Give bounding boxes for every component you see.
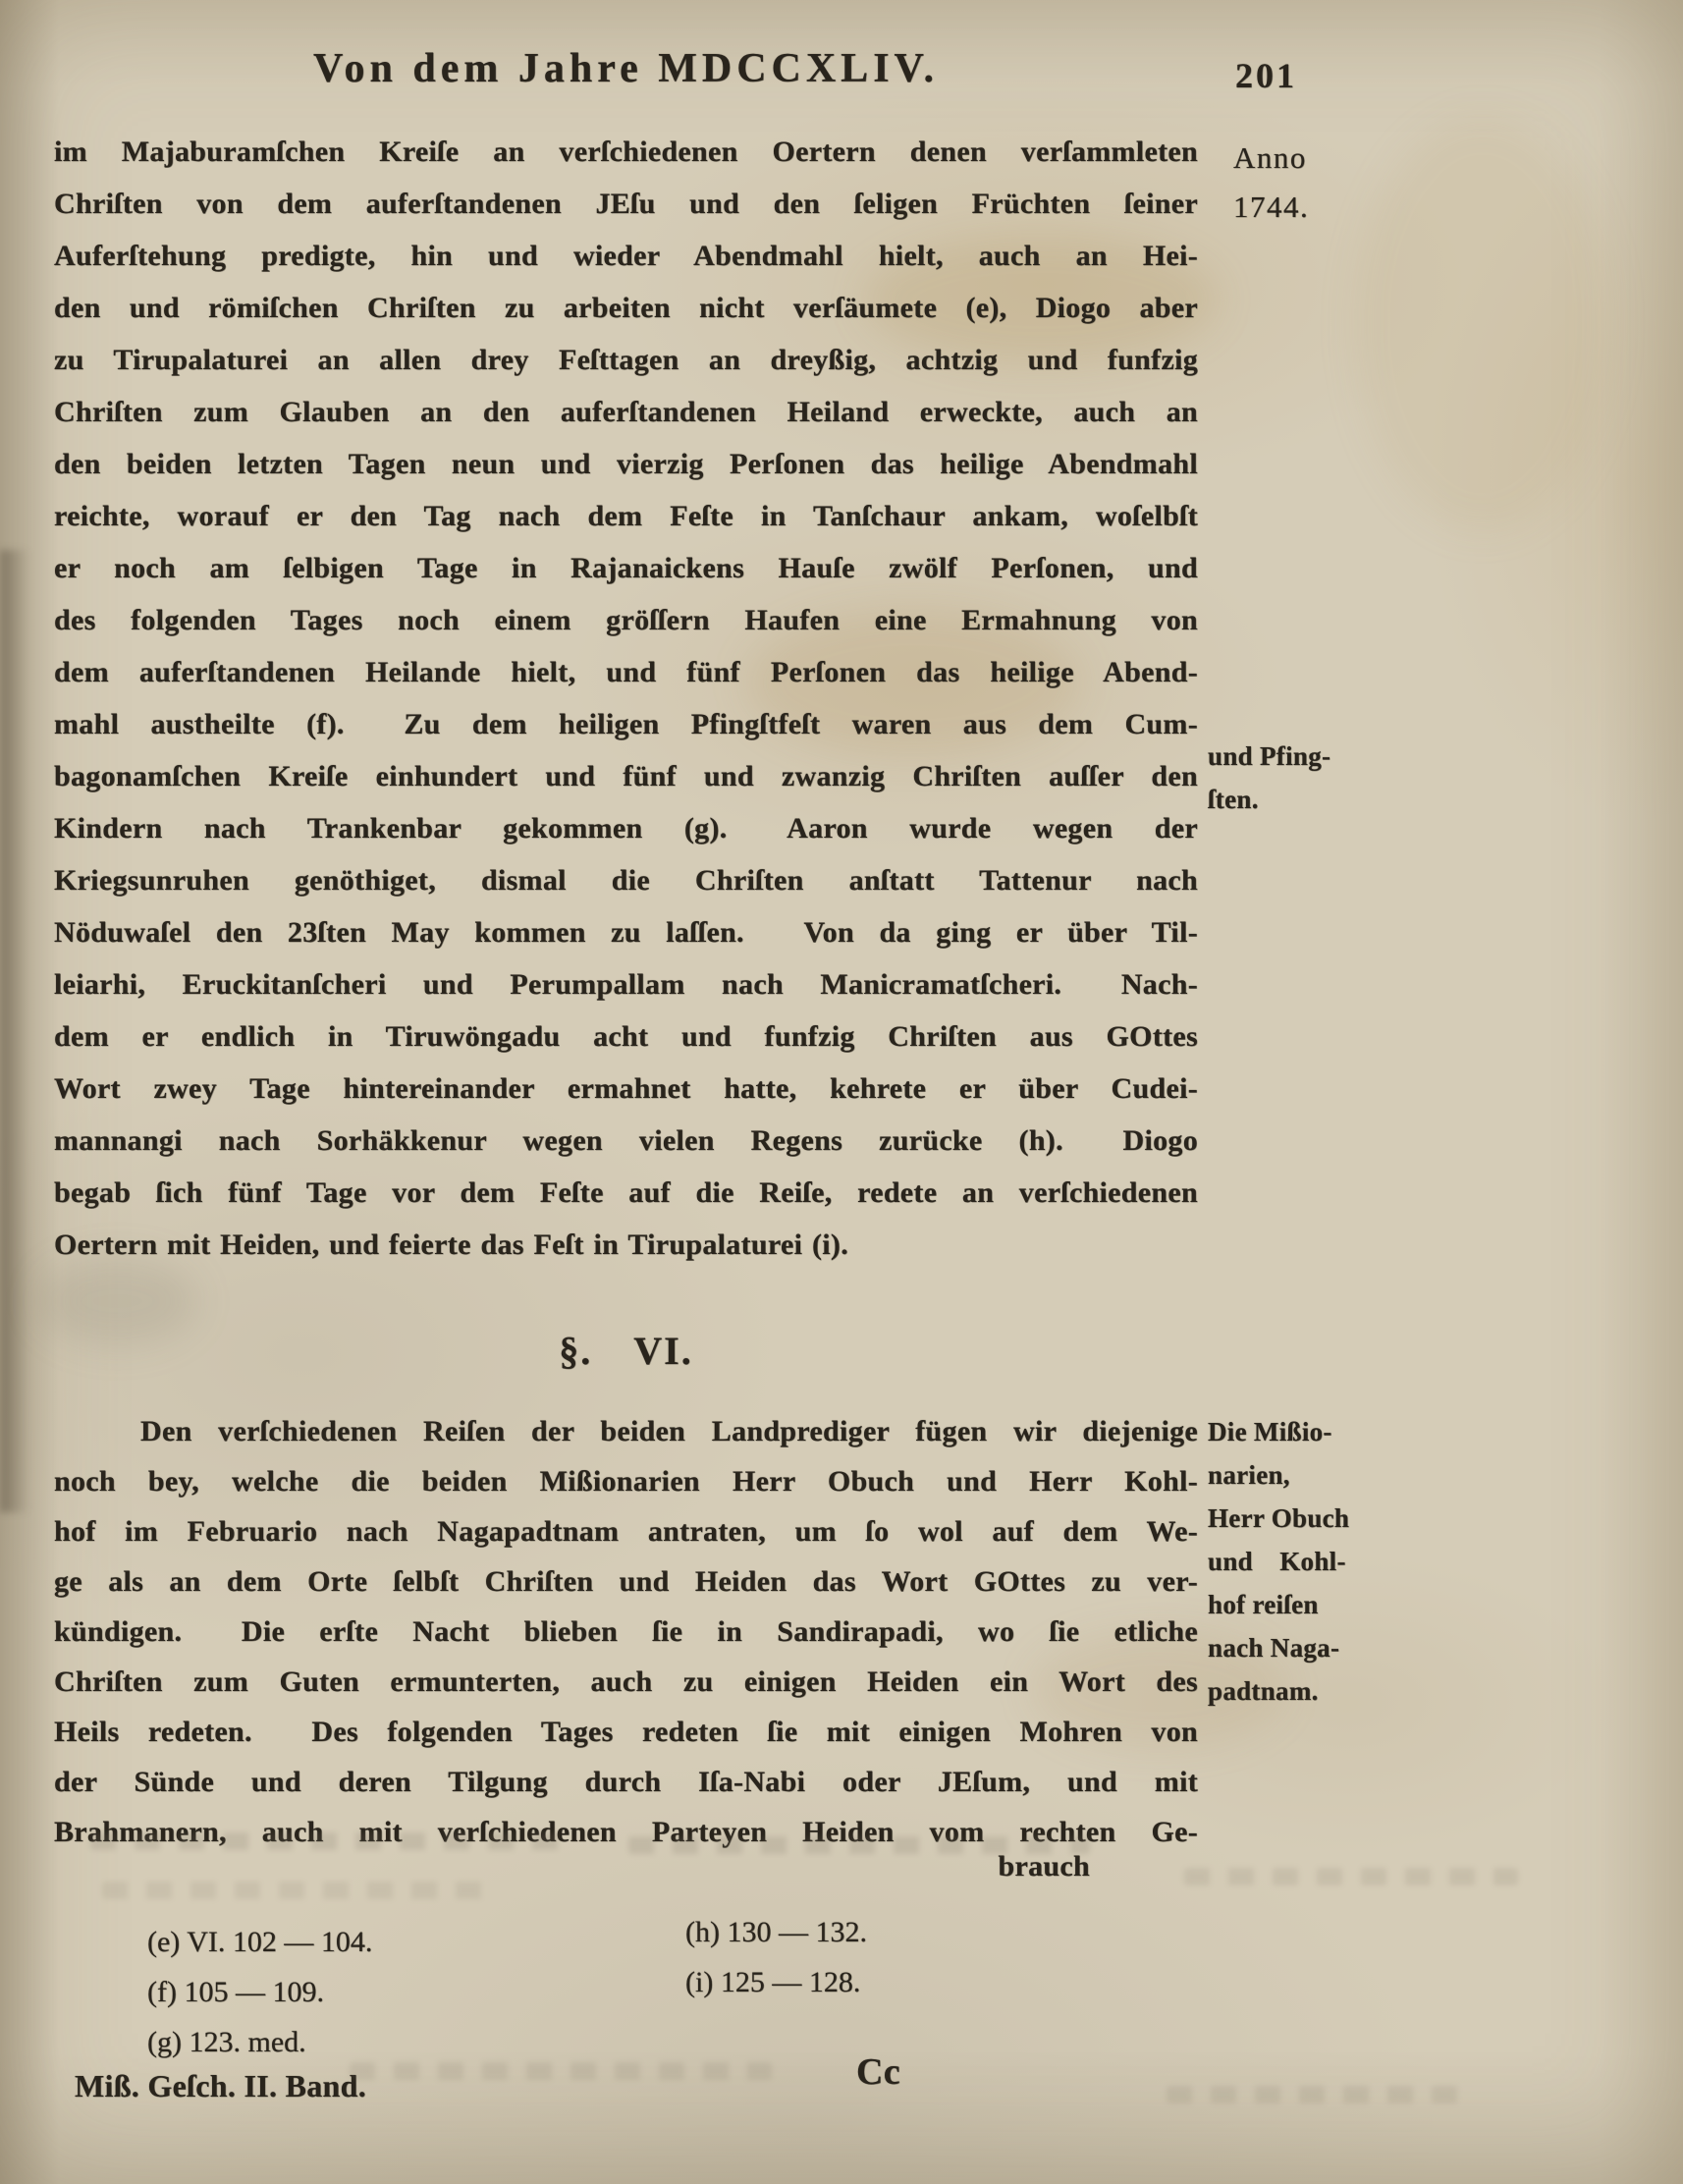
- text-line: Brahmanern, auch mit verſchiedenen Parteyen Heiden vom rechten Ge-: [54, 1816, 1198, 1848]
- text-line: noch bey, welche die beiden Mißionarien Herr Obuch und Herr Kohl-: [54, 1465, 1198, 1498]
- margin-note-anno: [1233, 134, 1479, 232]
- text-line: (e) VI. 102 — 104.: [147, 1926, 373, 1958]
- paragraph-continuation: [54, 126, 1198, 1271]
- text-line: kündigen. Die erſte Nacht blieben ſie in Sandirapadi, wo ſie etliche: [54, 1615, 1198, 1648]
- text-line: Wort zwey Tage hintereinander ermahnet hatte, kehrete er über Cudei-: [54, 1072, 1198, 1105]
- text-line: dem er endlich in Tiruwöngadu acht und funfzig Chriſten aus GOttes: [54, 1020, 1198, 1053]
- text-line: Chriſten von dem auferſtandenen JEſu und den ſeligen Früchten ſeiner: [54, 188, 1198, 220]
- text-line: (f) 105 — 109.: [147, 1976, 324, 2008]
- text-line: padtnam.: [1208, 1676, 1319, 1706]
- page-number: 201: [1235, 56, 1297, 95]
- text-line: im Majaburamſchen Kreiſe an verſchiedenen Oertern denen verſammleten: [54, 136, 1198, 168]
- text-line: 1744.: [1233, 190, 1310, 224]
- text-line: und Kohl-: [1208, 1547, 1346, 1576]
- text-line: ge als an dem Orte ſelbſt Chriſten und Heiden das Wort GOttes zu ver-: [54, 1565, 1198, 1598]
- text-line: begab ſich fünf Tage vor dem Feſte auf die Reiſe, redete an verſchiedenen: [54, 1176, 1198, 1209]
- margin-note-pfingsten: [1208, 735, 1453, 821]
- text-line: Anno: [1233, 140, 1307, 175]
- text-line: hof reiſen: [1208, 1590, 1319, 1619]
- text-line: nach Naga-: [1208, 1633, 1340, 1663]
- running-title: Von dem Jahre MDCCXLIV.: [313, 46, 939, 91]
- text-line: Die Mißio-: [1208, 1417, 1332, 1447]
- text-line: Auferſtehung predigte, hin und wieder Abendmahl hielt, auch an Hei-: [54, 240, 1198, 272]
- ink-showthrough: [102, 1882, 495, 1899]
- text-line: mahl austheilte (f). Zu dem heiligen Pfingſtfeſt waren aus dem Cum-: [54, 708, 1198, 740]
- text-line: leiarhi, Eruckitanſcheri und Perumpallam nach Manicramatſcheri. Nach-: [54, 968, 1198, 1001]
- text-line: ſten.: [1208, 785, 1259, 814]
- text-line: (i) 125 — 128.: [685, 1966, 861, 1998]
- text-line: Herr Obuch: [1208, 1503, 1350, 1533]
- text-line: mannangi nach Sorhäkkenur wegen vielen Regens zurücke (h). Diogo: [54, 1124, 1198, 1157]
- gathering-mark: Cc: [856, 2051, 900, 2093]
- ink-showthrough: [350, 2062, 772, 2080]
- text-line: Kriegsunruhen genöthiget, dismal die Chriſten anſtatt Tattenur nach: [54, 864, 1198, 897]
- volume-signature: Miß. Geſch. II. Band.: [75, 2068, 367, 2103]
- text-line: und Pfing-: [1208, 741, 1331, 771]
- text-line: Heils redeten. Des folgenden Tages redeten ſie mit einigen Mohren von: [54, 1716, 1198, 1748]
- text-line: Nöduwaſel den 23ſten May kommen zu laſſen. Von da ging er über Til-: [54, 916, 1198, 949]
- gutter-shadow: [0, 550, 29, 1512]
- ink-showthrough: [1167, 2086, 1461, 2103]
- ink-showthrough: [1184, 1868, 1518, 1885]
- text-line: zu Tirupalaturei an allen drey Feſttagen an dreyßig, achtzig und funfzig: [54, 344, 1198, 376]
- footnotes-right-column: [685, 1907, 867, 2007]
- text-line: Chriſten zum Glauben an den auferſtandenen Heiland erweckte, auch an: [54, 396, 1198, 428]
- paragraph-section-vi: [54, 1406, 1198, 1857]
- text-line: Oertern mit Heiden, und feierte das Feſt in Tirupalaturei (i).: [54, 1228, 849, 1261]
- text-line: (h) 130 — 132.: [685, 1916, 867, 1948]
- text-line: den und römiſchen Chriſten zu arbeiten nicht verſäumete (e), Diogo aber: [54, 292, 1198, 324]
- section-heading: §. VI.: [559, 1329, 693, 1373]
- text-line: Den verſchiedenen Reiſen der beiden Landprediger fügen wir diejenige: [140, 1415, 1198, 1447]
- text-line: den beiden letzten Tagen neun und vierzig Perſonen das heilige Abendmahl: [54, 448, 1198, 480]
- text-line: dem auferſtandenen Heilande hielt, und fünf Perſonen das heilige Abend-: [54, 656, 1198, 688]
- text-line: der Sünde und deren Tilgung durch Iſa-Nabi oder JEſum, und mit: [54, 1766, 1198, 1798]
- text-line: reichte, worauf er den Tag nach dem Feſte in Tanſchaur ankam, woſelbſt: [54, 500, 1198, 532]
- text-line: narien,: [1208, 1460, 1290, 1490]
- text-line: des folgenden Tages noch einem gröſſern Haufen eine Ermahnung von: [54, 604, 1198, 636]
- text-line: er noch am ſelbigen Tage in Rajanaickens Hauſe zwölf Perſonen, und: [54, 552, 1198, 584]
- text-line: hof im Februario nach Nagapadtnam antraten, um ſo wol auf dem We-: [54, 1515, 1198, 1548]
- text-line: (g) 123. med.: [147, 2026, 306, 2058]
- footnotes-left-column: [147, 1917, 372, 2067]
- margin-note-missionaries: [1208, 1410, 1453, 1713]
- catchword: brauch: [998, 1850, 1090, 1883]
- text-line: bagonamſchen Kreiſe einhundert und fünf und zwanzig Chriſten auſſer den: [54, 760, 1198, 792]
- text-line: Chriſten zum Guten ermunterten, auch zu einigen Heiden ein Wort des: [54, 1665, 1198, 1698]
- text-line: Kindern nach Trankenbar gekommen (g). Aaron wurde wegen der: [54, 812, 1198, 845]
